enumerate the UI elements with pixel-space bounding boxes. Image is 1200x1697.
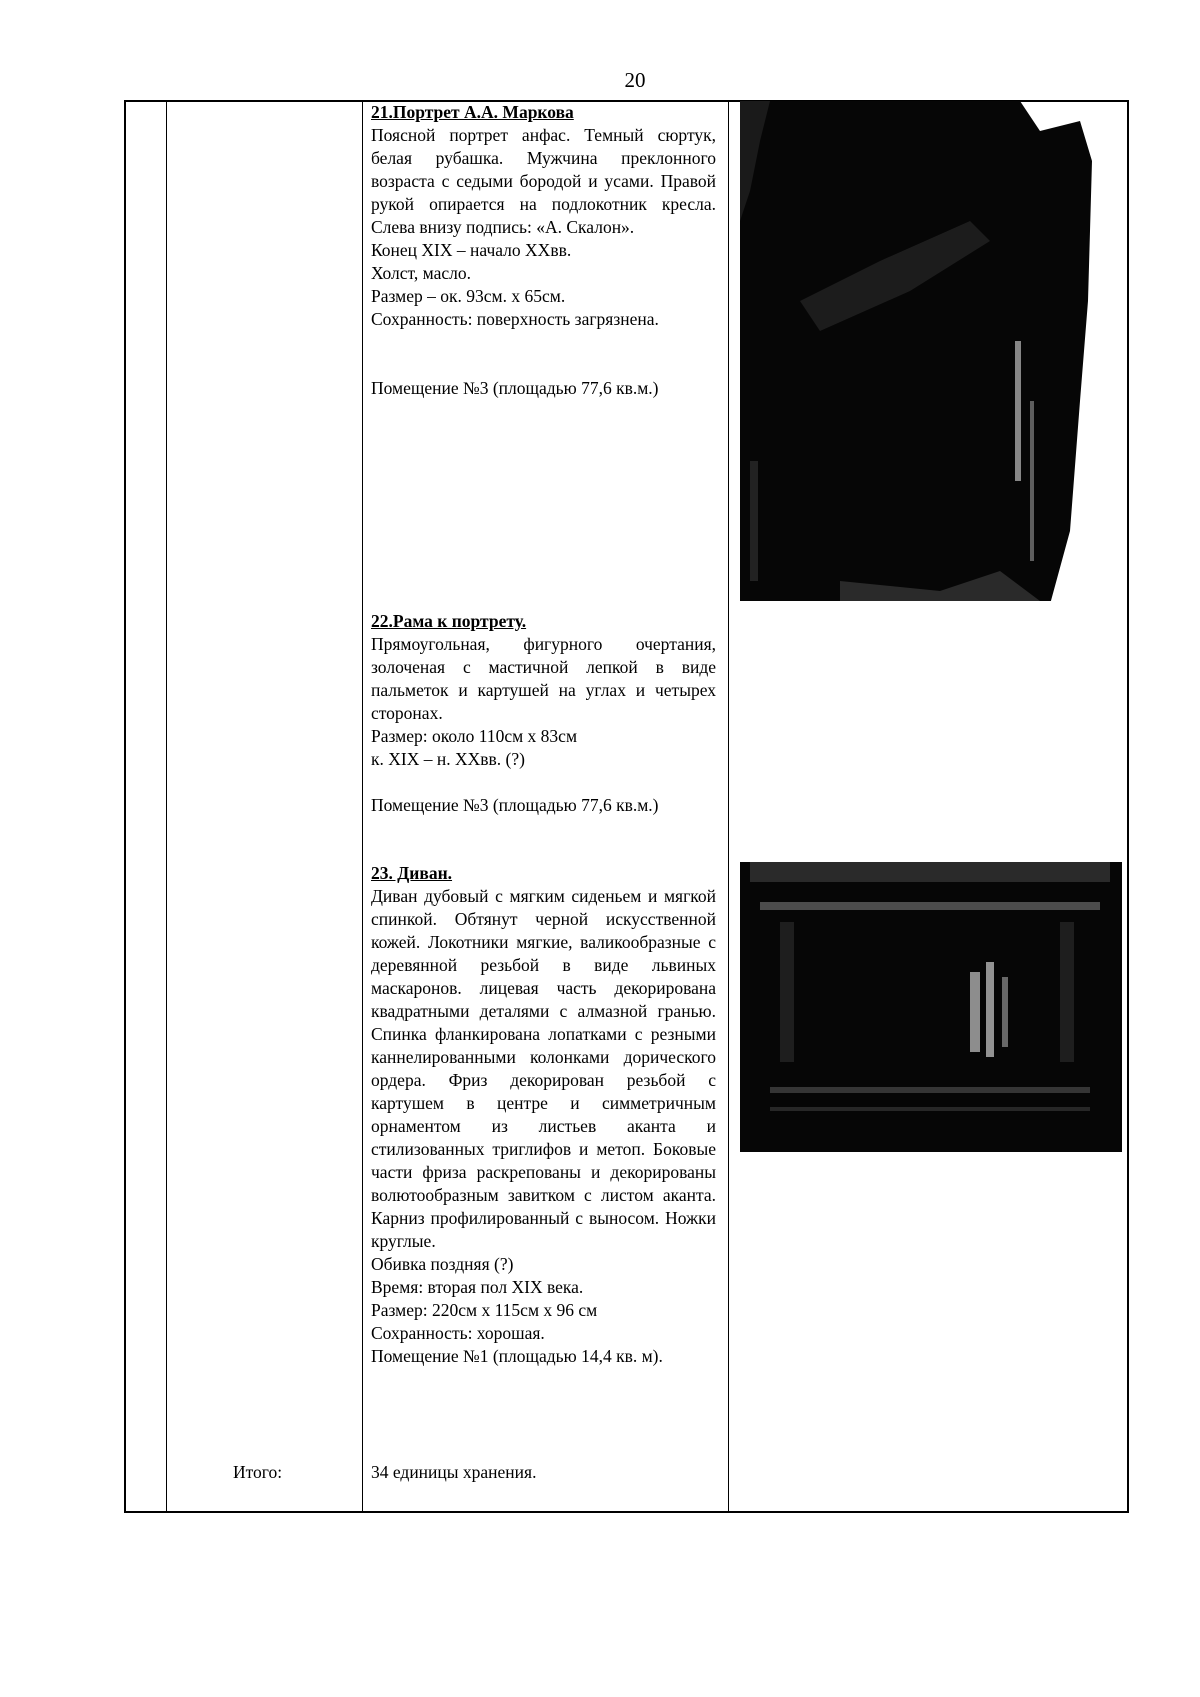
- column-divider-1: [166, 102, 167, 1511]
- item-23-condition: Сохранность: хорошая.: [371, 1323, 545, 1343]
- item-23-date: Время: вторая пол XIX века.: [371, 1277, 584, 1297]
- column-divider-2: [362, 102, 363, 1511]
- item-21-material: Холст, масло.: [371, 263, 471, 283]
- item-23-title: 23. Диван.: [371, 863, 453, 883]
- item-21-size: Размер – ок. 93см. х 65см.: [371, 286, 566, 306]
- item-22-description: Прямоугольная, фигурного очертания, золоченая с мастичной лепкой в виде пальметок и картушей на углах и четырех сторонах.: [371, 634, 716, 723]
- item-23-upholstery: Обивка поздняя (?): [371, 1254, 514, 1274]
- item-23-size: Размер: 220см х 115см х 96 см: [371, 1300, 598, 1320]
- item-22-date: к. XIX – н. XXвв. (?): [371, 749, 525, 769]
- item-22-size: Размер: около 110см х 83см: [371, 726, 578, 746]
- item-22-room: Помещение №3 (площадью 77,6 кв.м.): [371, 795, 659, 815]
- item-21-date: Конец XIX – начало XXвв.: [371, 240, 572, 260]
- item-21-title: 21.Портрет А.А. Маркова: [371, 102, 574, 122]
- item-23-room: Помещение №1 (площадью 14,4 кв. м).: [371, 1346, 663, 1366]
- item-21-description: Поясной портрет анфас. Темный сюртук, белая рубашка. Мужчина преклонного возраста с седыми бородой и усами. Правой рукой опирается на подлокотник кресла. Слева внизу подпись: «А. Скалон».: [371, 125, 716, 237]
- sofa-photo: [740, 862, 1122, 1152]
- total-label: Итого:: [233, 1462, 283, 1482]
- item-21: [371, 101, 716, 400]
- item-22: [371, 610, 716, 817]
- item-22-title: 22.Рама к портрету.: [371, 611, 527, 631]
- item-21-condition: Сохранность: поверхность загрязнена.: [371, 309, 659, 329]
- portrait-photo: [740, 101, 1092, 601]
- column-divider-3: [728, 102, 729, 1511]
- item-23: [371, 862, 716, 1368]
- page-number: 20: [624, 68, 646, 92]
- total-value: 34 единицы хранения.: [371, 1462, 537, 1482]
- item-21-room: Помещение №3 (площадью 77,6 кв.м.): [371, 378, 659, 398]
- item-23-description: Диван дубовый с мягким сиденьем и мягкой спинкой. Обтянут черной искусственной кожей. Локотники мягкие, валикообразные с деревянной резьбой в виде львиных маскаронов. лицевая часть декорирована квадратными деталями с алмазной гранью. Спинка фланкирована лопатками с резными каннелированными колонками дорического ордера. Фриз декорирован резьбой с картушем в центре и симметричным орнаментом из листьев аканта и стилизованных триглифов и метоп. Боковые части фриза раскрепованы и декорированы волютообразным завитком с листом аканта. Карниз профилированный с выносом. Ножки круглые.: [371, 886, 716, 1251]
